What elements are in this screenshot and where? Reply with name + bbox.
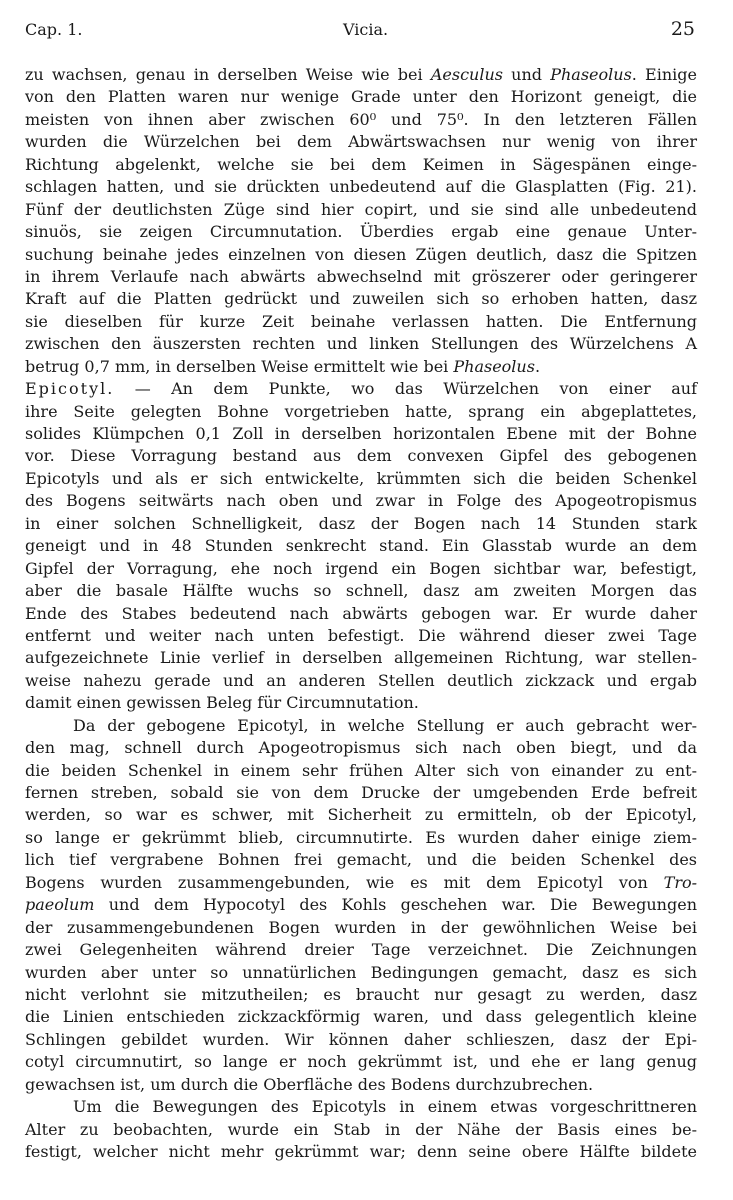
text-segment: Ende des Stabes bedeutend nach abwärts gebogen war. Er wurde daher bbox=[25, 603, 697, 623]
chapter-label: Cap. 1. bbox=[25, 20, 83, 39]
italic-term: Phaseolus bbox=[550, 65, 632, 84]
text-segment: lich tief vergrabene Bohnen frei gemacht, und die beiden Schenkel des bbox=[25, 850, 697, 870]
text-line bbox=[25, 378, 697, 400]
italic-term: Phaseolus bbox=[453, 356, 535, 376]
text-segment: meisten von ihnen aber zwischen 60⁰ und 75⁰. In den letzteren Fällen bbox=[25, 109, 697, 129]
text-line bbox=[25, 1096, 697, 1118]
text-line bbox=[25, 804, 697, 826]
text-line bbox=[25, 513, 697, 535]
text-segment: Um die Bewegungen des Epicotyls in einem etwas vorgeschrittneren bbox=[73, 1097, 697, 1117]
text-segment: . Einige bbox=[631, 65, 697, 84]
text-segment: damit einen gewissen Beleg für Circumnutation. bbox=[25, 693, 419, 713]
text-line bbox=[25, 423, 697, 445]
text-line bbox=[25, 872, 697, 894]
text-segment: zu wachsen, genau in derselben Weise wie bei bbox=[25, 65, 431, 84]
text-segment: nicht verlohnt sie mitzutheilen; es braucht nur gesagt zu werden, dasz bbox=[25, 984, 697, 1004]
text-line bbox=[25, 109, 697, 131]
text-line bbox=[25, 962, 697, 984]
text-line bbox=[25, 221, 697, 243]
text-segment: Epicotyls und als er sich entwickelte, krümmten sich die beiden Schenkel bbox=[25, 468, 697, 488]
text-segment: ihre Seite gelegten Bohne vorgetrieben hatte, sprang ein abgeplattetes, bbox=[25, 401, 697, 421]
text-segment: den mag, schnell durch Apogeotropismus sich nach oben biegt, und da bbox=[25, 738, 697, 758]
text-line bbox=[25, 1006, 697, 1028]
text-segment: wurden die Würzelchen bei dem Abwärtswachsen nur wenig von ihrer bbox=[25, 132, 697, 152]
text-line bbox=[25, 782, 697, 804]
text-segment: geneigt und in 48 Stunden senkrecht stand. Ein Glasstab wurde an dem bbox=[25, 536, 697, 556]
text-segment: zwei Gelegenheiten während dreier Tage verzeichnet. Die Zeichnungen bbox=[25, 940, 697, 960]
text-line bbox=[25, 468, 697, 490]
text-segment: Alter zu beobachten, wurde ein Stab in der Nähe der Basis eines be- bbox=[25, 1119, 697, 1139]
text-segment: . bbox=[534, 356, 541, 376]
text-segment: aufgezeichnete Linie verlief in derselben allgemeinen Richtung, war stellen- bbox=[25, 648, 697, 668]
text-line bbox=[25, 401, 697, 423]
text-line bbox=[25, 939, 697, 961]
text-line bbox=[25, 670, 697, 692]
text-segment: Bogens wurden zusammengebunden, wie es mit dem Epicotyl von bbox=[25, 872, 664, 892]
text-line bbox=[25, 647, 697, 669]
text-line bbox=[25, 692, 697, 714]
text-segment: von den Platten waren nur wenige Grade unter den Horizont geneigt, die bbox=[25, 87, 697, 107]
text-line bbox=[25, 199, 697, 221]
text-segment: des Bogens seitwärts nach oben und zwar in Folge des Apogeotropismus bbox=[25, 491, 697, 511]
body-text bbox=[25, 64, 697, 1163]
text-segment: in ihrem Verlaufe nach abwärts abwechselnd mit gröszerer oder geringerer bbox=[25, 266, 697, 286]
text-line bbox=[25, 894, 697, 916]
text-line bbox=[25, 603, 697, 625]
text-line bbox=[25, 288, 697, 310]
text-segment: sie dieselben für kurze Zeit beinahe verlassen hatten. Die Entfernung bbox=[25, 311, 697, 331]
text-line bbox=[25, 131, 697, 153]
running-title: Vicia. bbox=[343, 20, 389, 39]
text-segment: Gipfel der Vorragung, ehe noch irgend ein Bogen sichtbar war, befestigt, bbox=[25, 558, 697, 578]
page-number: 25 bbox=[670, 18, 695, 40]
text-line bbox=[25, 490, 697, 512]
text-line bbox=[25, 1141, 697, 1163]
text-line bbox=[25, 154, 697, 176]
text-segment: so lange er gekrümmt blieb, circumnutirte. Es wurden daher einige ziem- bbox=[25, 827, 697, 847]
text-line bbox=[25, 737, 697, 759]
text-segment: Richtung abgelenkt, welche sie bei dem Keimen in Sägespänen einge- bbox=[25, 154, 697, 174]
italic-term: Tro- bbox=[663, 872, 697, 892]
text-segment: vor. Diese Vorragung bestand aus dem convexen Gipfel des gebogenen bbox=[25, 446, 697, 466]
text-line bbox=[25, 849, 697, 871]
text-line bbox=[25, 266, 697, 288]
text-line bbox=[25, 64, 697, 86]
text-segment: solides Klümpchen 0,1 Zoll in derselben horizontalen Ebene mit der Bohne bbox=[25, 424, 697, 443]
text-segment: festigt, welcher nicht mehr gekrümmt war; denn seine obere Hälfte bildete bbox=[25, 1142, 697, 1161]
text-segment: suchung beinahe jedes einzelnen von diesen Zügen deutlich, dasz die Spitzen bbox=[25, 244, 697, 264]
text-line bbox=[25, 445, 697, 467]
text-segment: betrug 0,7 mm, in derselben Weise ermittelt wie bei bbox=[25, 356, 454, 376]
text-segment: schlagen hatten, und sie drückten unbedeutend auf die Glasplatten (Fig. 21). bbox=[25, 177, 697, 197]
text-line bbox=[25, 176, 697, 198]
text-segment: wurden aber unter so unnatürlichen Bedingungen gemacht, dasz es sich bbox=[25, 962, 697, 982]
text-segment: — An dem Punkte, wo das Würzelchen von einer auf bbox=[114, 379, 697, 399]
text-line bbox=[25, 356, 697, 378]
text-segment: sinuös, sie zeigen Circumnutation. Überdies ergab eine genaue Unter- bbox=[25, 222, 697, 242]
text-segment: werden, so war es schwer, mit Sicherheit zu ermitteln, ob der Epicotyl, bbox=[25, 805, 697, 825]
text-line bbox=[25, 333, 697, 355]
text-segment: gewachsen ist, um durch die Oberfläche des Bodens durchzubrechen. bbox=[25, 1074, 594, 1094]
text-line bbox=[25, 917, 697, 939]
text-segment: und bbox=[502, 65, 551, 84]
italic-term: Aesculus bbox=[430, 65, 503, 84]
text-line bbox=[25, 535, 697, 557]
italic-term: paeolum bbox=[25, 895, 95, 915]
text-line bbox=[25, 760, 697, 782]
text-segment: weise nahezu gerade und an anderen Stellen deutlich zickzack und ergab bbox=[25, 670, 697, 690]
text-segment: in einer solchen Schnelligkeit, dasz der Bogen nach 14 Stunden stark bbox=[25, 513, 697, 533]
text-segment: Fünf der deutlichsten Züge sind hier copirt, und sie sind alle unbedeutend bbox=[25, 199, 697, 219]
text-line bbox=[25, 715, 697, 737]
text-line bbox=[25, 1119, 697, 1141]
text-line bbox=[25, 86, 697, 108]
section-heading: Epicotyl. bbox=[25, 379, 115, 399]
text-line bbox=[25, 1029, 697, 1051]
text-segment: die Linien entschieden zickzackförmig waren, und dass gelegentlich kleine bbox=[25, 1007, 697, 1027]
text-segment: der zusammengebundenen Bogen wurden in der gewöhnlichen Weise bei bbox=[25, 917, 697, 937]
text-segment: fernen streben, sobald sie von dem Drucke der umgebenden Erde befreit bbox=[25, 783, 697, 802]
text-line bbox=[25, 1051, 697, 1073]
text-line bbox=[25, 311, 697, 333]
text-segment: entfernt und weiter nach unten befestigt. Die während dieser zwei Tage bbox=[25, 625, 697, 645]
text-segment: aber die basale Hälfte wuchs so schnell, dasz am zweiten Morgen das bbox=[25, 581, 697, 601]
text-line bbox=[25, 558, 697, 580]
text-segment: zwischen den äuszersten rechten und linken Stellungen des Würzelchens A bbox=[25, 334, 697, 354]
text-segment: Schlingen gebildet wurden. Wir können daher schlieszen, dasz der Epi- bbox=[25, 1029, 697, 1049]
text-segment: cotyl circumnutirt, so lange er noch gekrümmt ist, und ehe er lang genug bbox=[25, 1052, 697, 1072]
text-line bbox=[25, 244, 697, 266]
text-segment: Da der gebogene Epicotyl, in welche Stellung er auch gebracht wer- bbox=[73, 715, 697, 735]
text-segment: die beiden Schenkel in einem sehr frühen Alter sich von einander zu ent- bbox=[25, 760, 697, 780]
text-line bbox=[25, 984, 697, 1006]
text-segment: und dem Hypocotyl des Kohls geschehen war. Die Bewegungen bbox=[94, 895, 697, 915]
text-line bbox=[25, 580, 697, 602]
text-line bbox=[25, 1074, 697, 1096]
running-header bbox=[25, 20, 695, 46]
text-segment: Kraft auf die Platten gedrückt und zuweilen sich so erhoben hatten, dasz bbox=[25, 289, 697, 309]
text-line bbox=[25, 625, 697, 647]
text-line bbox=[25, 827, 697, 849]
